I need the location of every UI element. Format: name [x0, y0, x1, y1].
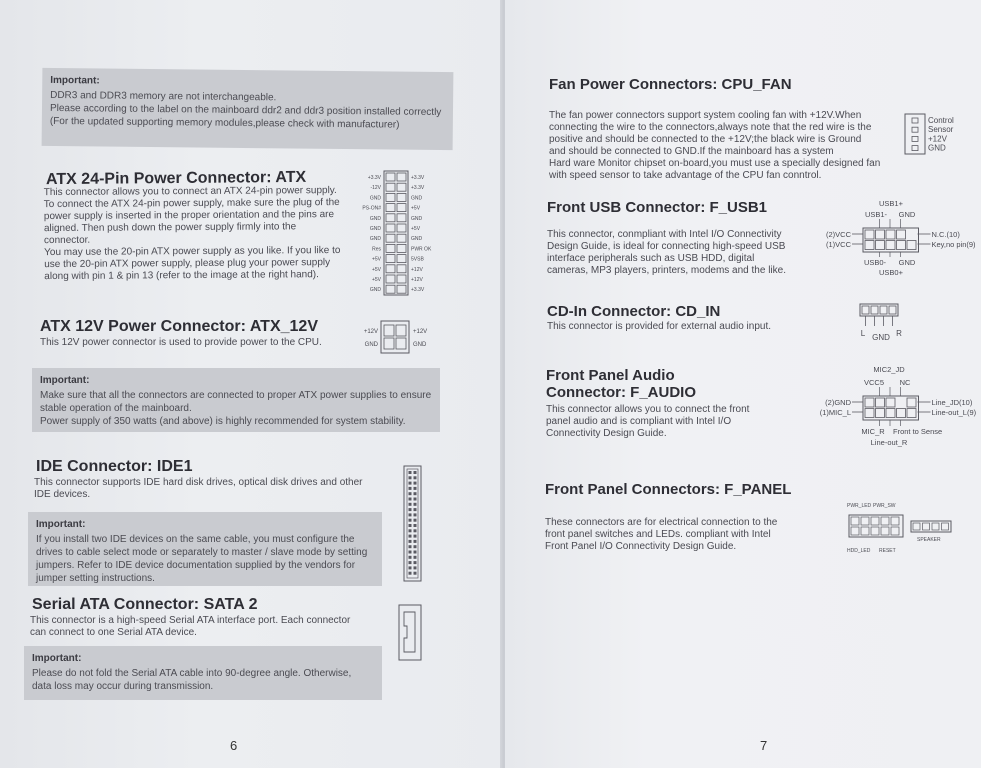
text-line: Connectivity Design Guide.	[546, 428, 667, 439]
pin	[386, 285, 395, 293]
pin	[386, 193, 395, 201]
page-number: 6	[230, 738, 238, 753]
text-line: The fan power connectors support system cooling fan with +12V.When	[549, 110, 862, 121]
pin-label: PWR OK	[411, 246, 432, 253]
pin	[386, 173, 395, 181]
important-line: drives to cable select mode or separately to master / slave mode by setting	[36, 547, 368, 558]
important-title: Important:	[40, 375, 90, 386]
pin-label: L	[860, 329, 866, 338]
pin-label: +3.3V	[367, 175, 381, 181]
pin-label: PWR_SW	[873, 503, 896, 509]
pin	[889, 306, 896, 314]
pin	[861, 527, 869, 535]
important-title: Important:	[36, 519, 86, 530]
pin	[865, 398, 874, 407]
pin	[409, 492, 412, 495]
text-line: This connector allows you to connect an ATX 24-pin power supply.	[43, 185, 337, 199]
pin-label: SPEAKER	[917, 537, 941, 543]
pin	[932, 523, 939, 530]
pin-label: 5VSB	[411, 256, 424, 263]
text-line: use the 20-pin ATX power supply, please plug your power supply	[44, 257, 331, 271]
sata-connector-diagram	[398, 604, 424, 662]
pin-label: (2)GND	[825, 398, 851, 407]
pin	[871, 306, 878, 314]
pin-label: GND	[369, 226, 381, 232]
pin-label: GND	[369, 215, 381, 222]
text-line: panel audio and is compliant with Intel I/O	[546, 416, 732, 427]
pin	[409, 572, 412, 575]
pin	[414, 503, 417, 506]
pin	[897, 230, 906, 239]
pin	[386, 255, 395, 263]
connector-outline	[404, 466, 421, 581]
pin-label: GND	[411, 236, 423, 243]
pin-label: GND	[898, 258, 916, 267]
text-line: This connector is a high-speed Serial ATA interface port. Each connector	[30, 615, 351, 626]
text-line: IDE devices.	[34, 489, 91, 500]
pin-label: GND	[369, 287, 381, 294]
cd-connector-diagram	[855, 302, 905, 344]
audio-heading-line2: Connector: F_AUDIO	[546, 384, 696, 401]
text-line: These connectors are for electrical connection to the	[545, 517, 778, 528]
pin-label: GND	[369, 236, 381, 243]
pin	[414, 566, 417, 569]
text-line: To connect the ATX 24-pin power supply, make sure the plug of the	[43, 197, 340, 211]
text-line: power supply is inserted in the proper orientation and the pins are	[43, 209, 335, 223]
pin	[876, 398, 885, 407]
pin	[397, 234, 406, 242]
pin-label: GND	[411, 215, 423, 222]
pin-label: NC	[899, 378, 911, 387]
pin-label: GND	[411, 195, 423, 202]
important-line: If you install two IDE devices on the same cable, you must configure the	[36, 534, 355, 545]
pin	[912, 136, 918, 141]
pin	[386, 234, 395, 242]
important-title: Important:	[32, 653, 82, 664]
important-line: Please do not fold the Serial ATA cable into 90-degree angle. Otherwise,	[32, 668, 352, 679]
text-line: Front Panel I/O Connectivity Design Guide.	[545, 541, 737, 552]
cd-description: This connector is provided for external audio input.	[547, 321, 772, 332]
panel-description	[545, 517, 795, 553]
pin	[912, 127, 918, 132]
pin	[409, 471, 412, 474]
pin-label: +3.3V	[411, 185, 425, 192]
important-line: jumpers. Refer to IDE device documentation supplied by the vendors for	[36, 560, 356, 571]
text-line: positive and should be connected to the +12V;the black wire is Ground	[549, 134, 862, 145]
pin-label: Line-out_L(9)	[931, 408, 977, 417]
pin	[409, 524, 412, 527]
important-line: Please according to the label on the mainboard ddr2 and ddr3 position installed correctly	[49, 102, 442, 119]
pin	[384, 325, 394, 336]
pin-label: N.C.(10)	[931, 230, 960, 239]
pin-label: GND	[872, 333, 890, 342]
pin-label: GND	[364, 342, 378, 348]
pin	[891, 517, 899, 525]
pin	[409, 519, 412, 522]
cpu-fan-description	[549, 110, 894, 182]
important-line: DDR3 and DDR3 memory are not interchangeable.	[50, 89, 277, 104]
text-line: Hard ware Monitor chipset on-board,you must use a specially designed fan	[549, 158, 881, 169]
pin	[907, 409, 916, 418]
pin	[871, 527, 879, 535]
pin	[409, 556, 412, 559]
pin	[397, 173, 406, 181]
pin	[851, 527, 859, 535]
pin	[409, 503, 412, 506]
connector-outline	[384, 171, 408, 295]
pin	[414, 561, 417, 564]
pin	[865, 241, 874, 250]
sata-heading: Serial ATA Connector: SATA 2	[32, 596, 258, 613]
pin	[414, 471, 417, 474]
pin	[414, 529, 417, 532]
pin-label: (2)VCC	[825, 230, 851, 239]
text-line: and should be connected to GND.If the mainboard has a system	[549, 146, 834, 157]
pin	[397, 183, 406, 191]
pin-label: Line_JD(10)	[931, 398, 973, 407]
ide-description	[34, 477, 384, 501]
pin	[886, 230, 895, 239]
atx12v-heading: ATX 12V Power Connector: ATX_12V	[40, 318, 318, 335]
pin	[414, 556, 417, 559]
pin	[397, 285, 406, 293]
important-line: Make sure that all the connectors are connected to proper ATX power supplies to ensure	[40, 390, 432, 401]
pin-label: Res	[372, 246, 381, 253]
important-ide-box	[28, 512, 382, 586]
usb-description	[547, 229, 807, 277]
pin	[876, 230, 885, 239]
pin	[386, 244, 395, 252]
text-line: aligned. Then push down the power supply firmly into the	[43, 221, 297, 235]
pin-label: +12V	[413, 329, 428, 335]
text-line: connecting the wire to the connectors,always note that the red wire is the	[549, 122, 872, 133]
pin	[907, 398, 916, 407]
pin	[912, 118, 918, 123]
pin-label: (1)VCC	[825, 240, 851, 249]
pin	[865, 409, 874, 418]
pin	[409, 535, 412, 538]
important-line: data loss may occur during transmission.	[32, 681, 214, 692]
pin-label: Sensor	[928, 125, 954, 135]
pin	[913, 523, 920, 530]
pin	[397, 214, 406, 222]
sata-description	[30, 615, 370, 639]
pin-label: +12V	[363, 329, 378, 335]
pin-label: +5V	[411, 226, 421, 232]
pin-label: GND	[898, 210, 916, 219]
pin	[414, 519, 417, 522]
pin	[414, 492, 417, 495]
important-line: (For the updated supporting memory modules,please check with manufacturer)	[49, 115, 400, 131]
pin	[409, 508, 412, 511]
text-line: cameras, MP3 players, printers, modems and the like.	[547, 265, 786, 276]
pin	[397, 193, 406, 201]
pin	[409, 545, 412, 548]
ide-connector-diagram	[403, 465, 423, 583]
header-outline	[849, 515, 903, 537]
pin	[397, 255, 406, 263]
cpu-fan-heading: Fan Power Connectors: CPU_FAN	[549, 76, 792, 93]
panel-heading: Front Panel Connectors: F_PANEL	[545, 481, 792, 498]
pin	[865, 230, 874, 239]
pin	[386, 214, 395, 222]
pin-label: PS-ON#	[362, 205, 381, 212]
pin	[862, 306, 869, 314]
pin-label: PWR_LED	[847, 503, 872, 509]
pin	[397, 204, 406, 212]
pin	[397, 224, 406, 232]
pin-label: Line-out_R	[870, 438, 908, 447]
pin	[409, 482, 412, 485]
text-line: This connector allows you to connect the front	[546, 404, 750, 415]
pin-label: USB0+	[879, 268, 903, 277]
pin	[907, 241, 916, 250]
pin	[876, 241, 885, 250]
pin	[397, 244, 406, 252]
page-number: 7	[760, 738, 768, 753]
panel-connector-diagram	[841, 500, 953, 556]
pin	[409, 566, 412, 569]
pin-label: (1)MIC_L	[819, 408, 851, 417]
pin	[386, 275, 395, 283]
pin-label: +12V	[928, 134, 947, 144]
pin-label: R	[896, 329, 902, 338]
important-line: jumper setting instructions.	[36, 573, 155, 584]
pin	[414, 498, 417, 501]
atx24-heading: ATX 24-Pin Power Connector: ATX	[45, 168, 307, 189]
pin-label: +3.3V	[411, 175, 425, 181]
pin-label: +5V	[371, 256, 381, 263]
pin	[386, 265, 395, 273]
important-line: Power supply of 350 watts (and above) is highly recommended for system stability.	[40, 416, 406, 427]
pin	[912, 146, 918, 151]
pin-label: Key,no pin(9)	[931, 240, 976, 249]
pin	[414, 513, 417, 516]
pin	[414, 551, 417, 554]
pin-label: VCC5	[863, 378, 885, 387]
pin-label: GND	[928, 143, 946, 153]
pin	[414, 572, 417, 575]
pin-label: Control	[928, 116, 954, 125]
pin	[397, 265, 406, 273]
cpu-fan-connector-diagram	[903, 112, 971, 158]
pin	[942, 523, 949, 530]
pin-label: +5V	[371, 266, 381, 273]
audio-heading-line1: Front Panel Audio	[546, 367, 675, 384]
pin	[396, 325, 406, 336]
pin	[409, 498, 412, 501]
connector-outline	[381, 321, 409, 353]
pin	[880, 306, 887, 314]
text-line: This connector supports IDE hard disk drives, optical disk drives and other	[34, 477, 363, 488]
pin-label: GND	[413, 342, 427, 348]
pin	[397, 275, 406, 283]
atx12v-description: This 12V power connector is used to provide power to the CPU.	[40, 337, 322, 348]
text-line: You may use the 20-pin ATX power supply as you like. If you like to	[44, 245, 341, 259]
pin	[409, 529, 412, 532]
pin	[409, 487, 412, 490]
pin	[923, 523, 930, 530]
pin-label: +3.3V	[411, 287, 425, 294]
pin	[414, 487, 417, 490]
header-outline	[863, 396, 919, 420]
pin-label: +12V	[411, 266, 423, 273]
usb-connector-diagram	[807, 196, 977, 282]
pin-label: +12V	[411, 277, 423, 283]
important-power-box	[32, 368, 440, 432]
pin-label: +5V	[371, 277, 381, 283]
usb-heading: Front USB Connector: F_USB1	[547, 199, 768, 216]
pin-label: RESET	[879, 548, 896, 554]
text-line: interface peripherals such as USB HDD, digital	[547, 253, 755, 264]
text-line: Design Guide, is ideal for connecting high-speed USB	[547, 241, 786, 252]
pin	[414, 545, 417, 548]
pin	[876, 409, 885, 418]
pin	[881, 517, 889, 525]
pin-label: HDD_LED	[847, 548, 871, 554]
pin-label: -12V	[370, 185, 381, 192]
ide-heading: IDE Connector: IDE1	[36, 458, 193, 475]
important-title: Important:	[50, 74, 100, 87]
pin	[414, 524, 417, 527]
pin-label: +5V	[411, 205, 421, 212]
cd-heading: CD-In Connector: CD_IN	[547, 303, 721, 320]
pin-label: GND	[369, 195, 381, 202]
sata-slot	[404, 612, 415, 652]
atx12v-connector-diagram	[358, 317, 438, 357]
important-sata-box	[24, 646, 382, 700]
important-line: stable operation of the mainboard.	[40, 403, 192, 414]
pin-label: USB1+	[879, 199, 903, 208]
text-line: front panel switches and LEDs. compliant with Intel	[545, 529, 771, 540]
header-outline	[863, 228, 919, 252]
pin	[386, 224, 395, 232]
pin	[897, 241, 906, 250]
pin	[871, 517, 879, 525]
audio-connector-diagram	[805, 362, 977, 450]
pin	[409, 551, 412, 554]
pin-label: MIC2_JD	[873, 365, 905, 374]
pin-label: MIC_R	[861, 427, 885, 436]
text-line: This connector, conmpliant with Intel I/O Connectivity	[547, 229, 782, 240]
pin	[384, 338, 394, 349]
pin	[414, 476, 417, 479]
pin	[414, 508, 417, 511]
pin-label: Front to Sense	[893, 427, 943, 436]
pin	[881, 527, 889, 535]
text-line: along with pin 1 & pin 13 (refer to the image at the right hand).	[44, 269, 319, 283]
atx24-description	[44, 185, 355, 283]
pin	[414, 482, 417, 485]
text-line: connector.	[44, 234, 91, 247]
pin	[409, 561, 412, 564]
pin	[409, 476, 412, 479]
pin	[886, 409, 895, 418]
pin-label: USB1-	[864, 210, 888, 219]
pin	[886, 398, 895, 407]
pin	[897, 409, 906, 418]
pin	[886, 241, 895, 250]
pin	[396, 338, 406, 349]
pin	[386, 183, 395, 191]
connector-outline	[905, 114, 925, 154]
pin	[414, 535, 417, 538]
pin	[891, 527, 899, 535]
text-line: with speed sensor to take advantage of the CPU fan conntrol.	[549, 170, 822, 181]
audio-description	[546, 404, 786, 440]
pin-label: USB0-	[863, 258, 887, 267]
pin	[409, 513, 412, 516]
important-memory-box	[42, 68, 454, 150]
pin	[851, 517, 859, 525]
pin	[861, 517, 869, 525]
right-page	[505, 0, 981, 768]
pin	[386, 204, 395, 212]
pin	[409, 540, 412, 543]
atx24-connector-diagram	[356, 170, 436, 298]
text-line: can connect to one Serial ATA device.	[30, 627, 197, 638]
pin	[414, 540, 417, 543]
